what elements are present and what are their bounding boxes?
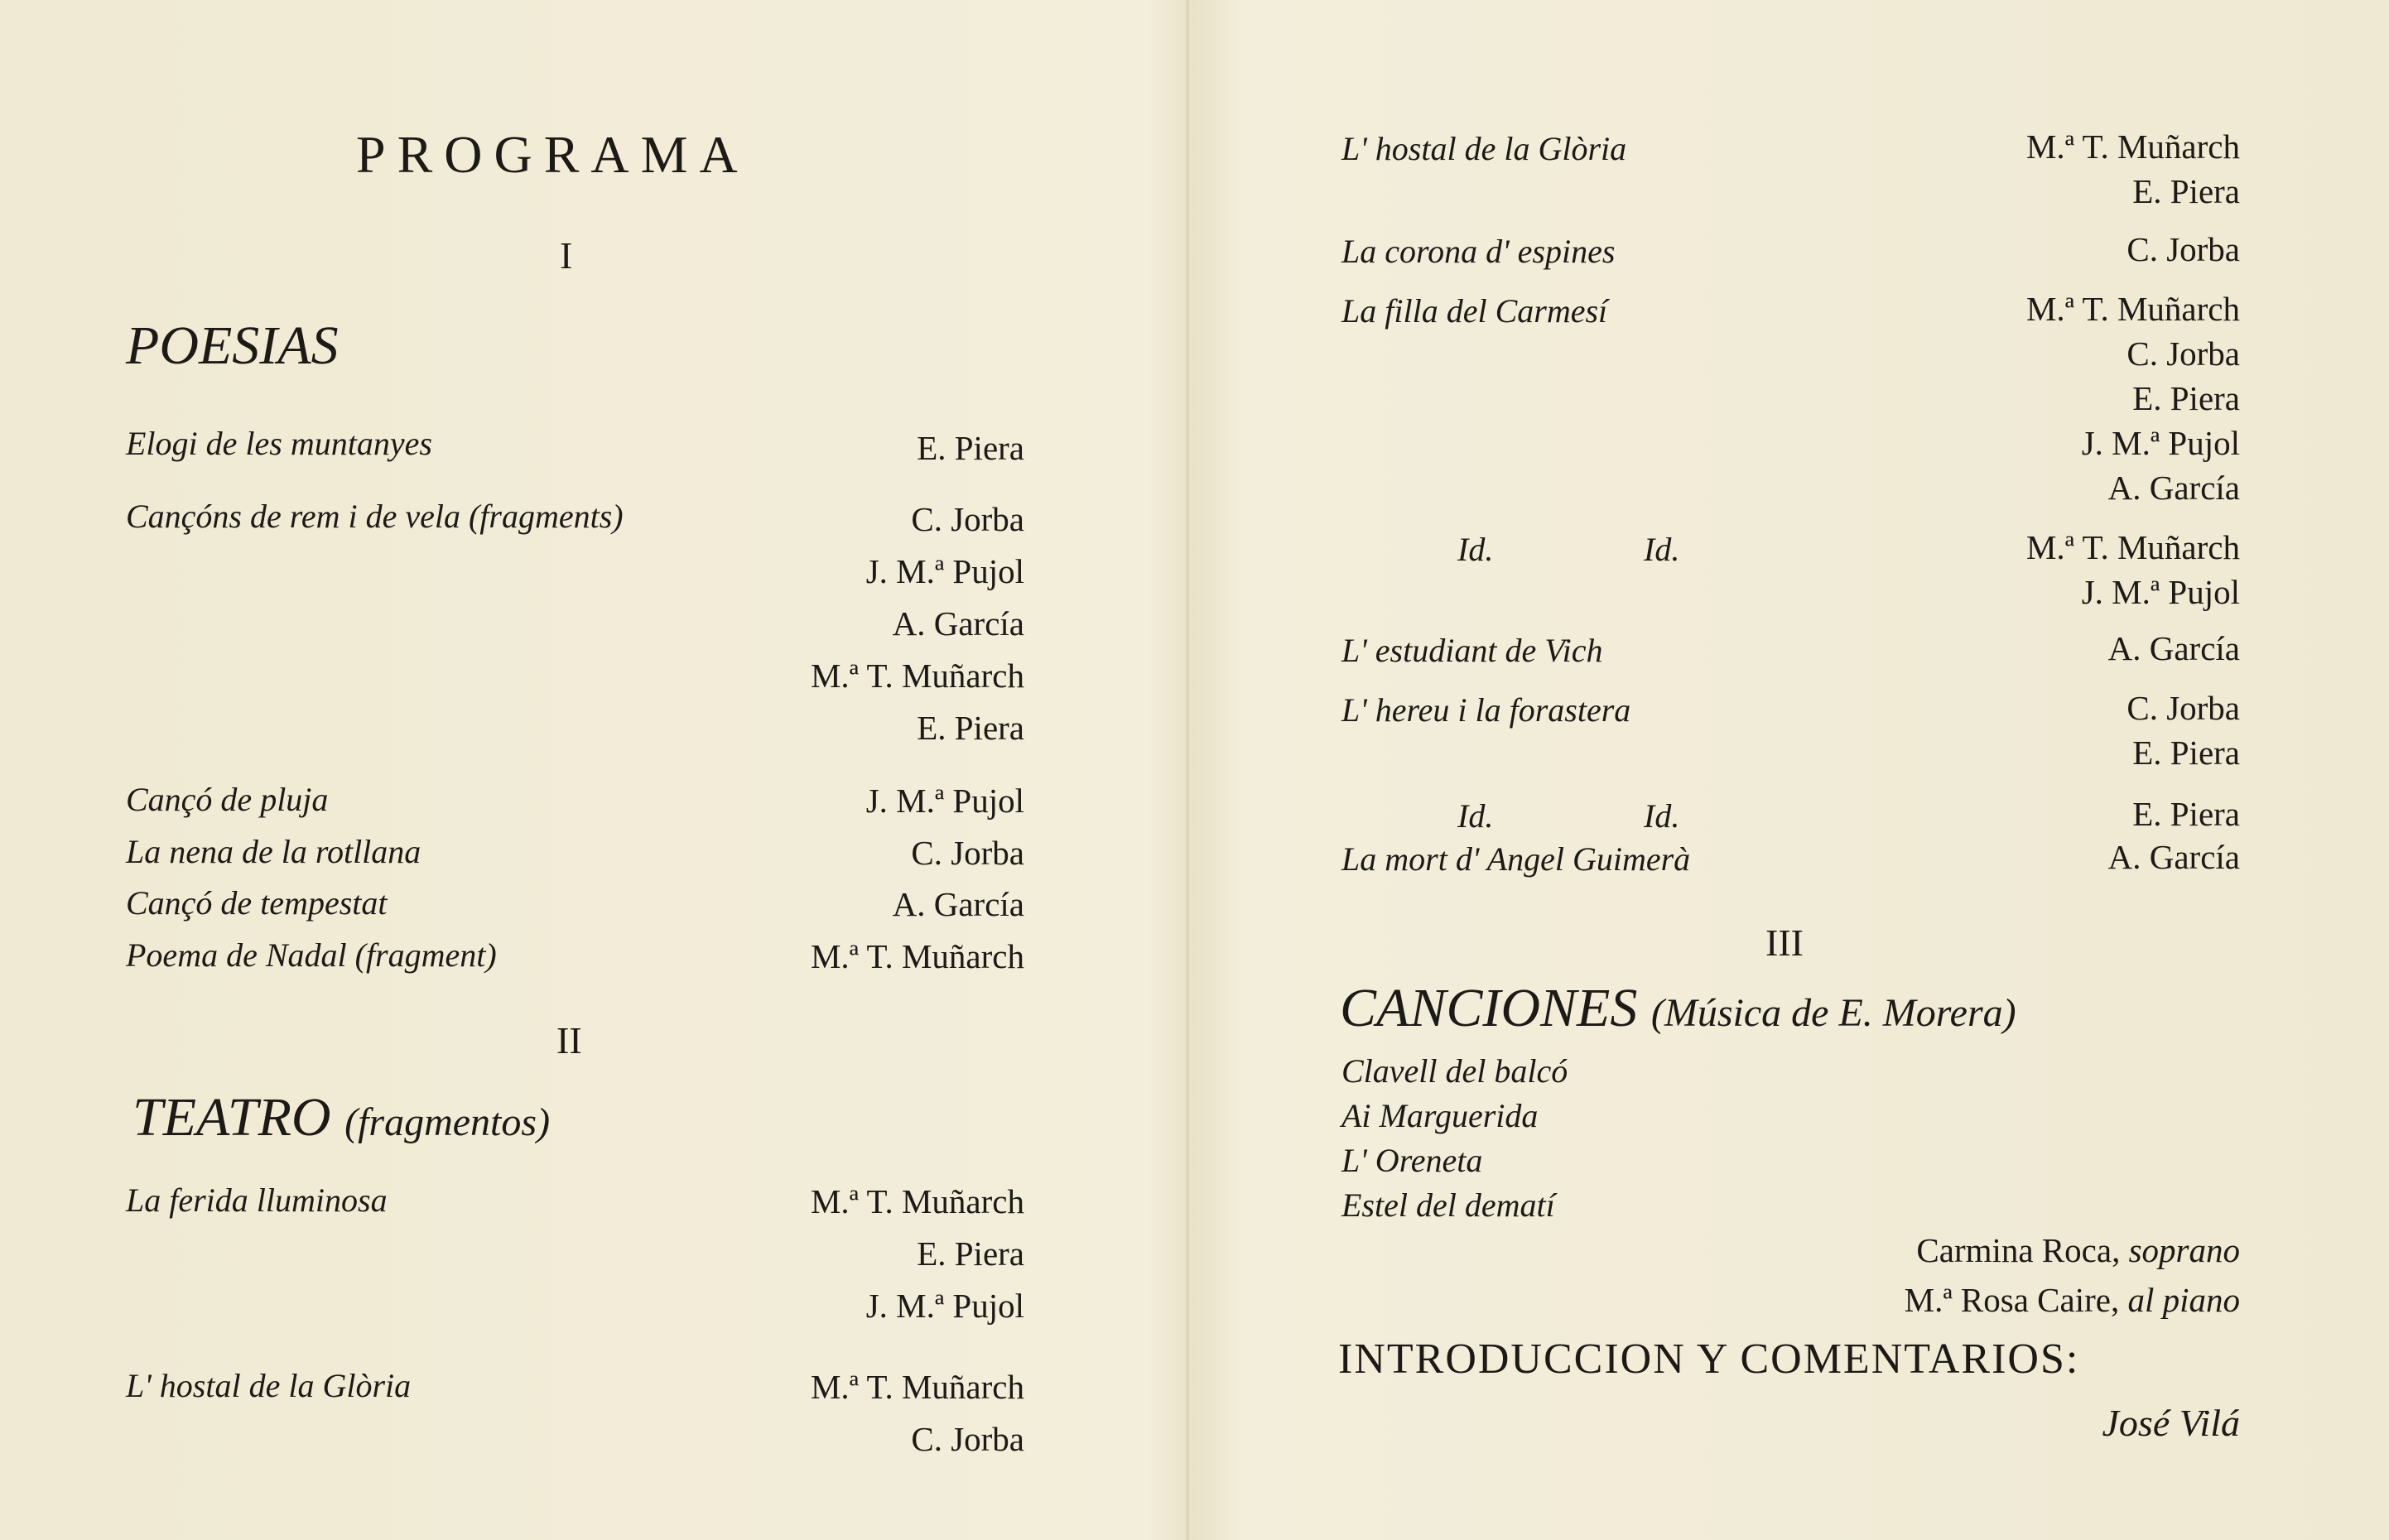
intro-heading: INTRODUCCION Y COMENTARIOS:: [1338, 1335, 2080, 1383]
performer-list: [811, 1361, 1024, 1465]
performer: A. García: [892, 604, 1024, 642]
play-title: La filla del Carmesí: [1341, 292, 1608, 330]
performer-list: [911, 827, 1024, 879]
performer-list: [2108, 835, 2240, 879]
performer: C. Jorba: [2126, 689, 2240, 727]
performer: A. García: [892, 885, 1024, 923]
section-numeral-2: II: [556, 1019, 582, 1061]
heading-text: TEATRO: [132, 1087, 331, 1148]
section-heading-poesias: POESIAS: [126, 315, 339, 376]
performer: C. Jorba: [2126, 334, 2240, 373]
singer-role: soprano: [2128, 1231, 2240, 1269]
performer: J. M.ª Pujol: [865, 1287, 1024, 1325]
performer-list: [2026, 525, 2240, 614]
performer: E. Piera: [2132, 172, 2240, 210]
play-title: L' estudiant de Vich: [1341, 632, 1603, 669]
performer-list: [2026, 286, 2240, 510]
poem-title: La nena de la rotllana: [126, 833, 421, 870]
performer-list: [2126, 227, 2240, 272]
performer: M.ª T. Muñarch: [810, 937, 1024, 975]
performer: M.ª T. Muñarch: [2025, 128, 2240, 166]
play-title: La corona d' espines: [1341, 233, 1616, 270]
performer: E. Piera: [917, 1234, 1024, 1273]
play-title-ditto: Id.: [1457, 797, 1494, 835]
pianist-name: M.ª Rosa Caire,: [1904, 1281, 2120, 1319]
performer: M.ª T. Muñarch: [810, 657, 1024, 695]
section-numeral-3: III: [1765, 922, 1804, 964]
center-fold: [1186, 0, 1189, 1540]
play-title: La mort d' Angel Guimerà: [1341, 840, 1691, 878]
program-title: PROGRAMA: [356, 125, 749, 184]
performer: M.ª T. Muñarch: [810, 1368, 1024, 1406]
song-title: Clavell del balcó: [1341, 1052, 1568, 1090]
performer: J. M.ª Pujol: [865, 552, 1024, 590]
performer-list: [2132, 792, 2240, 836]
performer: J. M.ª Pujol: [865, 782, 1024, 820]
play-title-ditto: Id.: [1644, 531, 1680, 568]
performer: E. Piera: [917, 429, 1024, 467]
heading-subtitle: (fragmentos): [344, 1100, 551, 1144]
performer: A. García: [2107, 629, 2240, 667]
performer-list: [811, 493, 1024, 754]
singer-credit: [1916, 1230, 2240, 1270]
performer: C. Jorba: [911, 834, 1024, 872]
performer: M.ª T. Muñarch: [2025, 528, 2240, 566]
performer: A. García: [2107, 469, 2240, 507]
section-heading-teatro: [132, 1086, 550, 1149]
section-numeral-1: I: [560, 234, 573, 277]
play-title: L' hereu i la forastera: [1341, 691, 1631, 729]
heading-subtitle: (Música de E. Morera): [1650, 991, 2016, 1035]
play-title-ditto: Id.: [1457, 531, 1494, 568]
performer: E. Piera: [2132, 379, 2240, 417]
poem-title: Cançóns de rem i de vela (fragments): [126, 498, 624, 535]
pianist-credit: [1905, 1280, 2240, 1320]
commentator-name: José Vilá: [2102, 1402, 2240, 1444]
performer: J. M.ª Pujol: [2081, 424, 2240, 462]
pianist-role: al piano: [2127, 1281, 2240, 1319]
poem-title: Elogi de les muntanyes: [126, 425, 432, 462]
poem-title: Poema de Nadal (fragment): [126, 936, 497, 974]
song-title: Ai Marguerida: [1341, 1097, 1539, 1134]
section-heading-canciones: [1340, 977, 2016, 1040]
play-title: L' hostal de la Glòria: [126, 1367, 412, 1404]
song-title: Estel del dematí: [1341, 1186, 1555, 1224]
poem-title: Cançó de pluja: [126, 781, 329, 818]
performer: C. Jorba: [911, 1420, 1024, 1458]
performer-list: [811, 931, 1024, 983]
performer-list: [917, 422, 1024, 474]
play-title: L' hostal de la Glòria: [1341, 130, 1627, 167]
performer: E. Piera: [917, 709, 1024, 747]
performer-list: [893, 878, 1024, 931]
performer: E. Piera: [2132, 795, 2240, 833]
performer-list: [2126, 686, 2240, 775]
performer: E. Piera: [2132, 734, 2240, 772]
play-title: La ferida lluminosa: [126, 1181, 388, 1219]
performer-list: [866, 775, 1024, 827]
singer-name: Carmina Roca,: [1916, 1231, 2121, 1269]
performer: C. Jorba: [2126, 230, 2240, 268]
performer: M.ª T. Muñarch: [810, 1182, 1024, 1220]
play-title-ditto: Id.: [1644, 797, 1680, 835]
performer: J. M.ª Pujol: [2081, 573, 2240, 611]
performer: C. Jorba: [911, 500, 1024, 538]
performer-list: [2108, 626, 2240, 671]
performer: A. García: [2107, 838, 2240, 876]
song-title: L' Oreneta: [1341, 1142, 1483, 1179]
heading-text: CANCIONES: [1340, 978, 1638, 1038]
poem-title: Cançó de tempestat: [126, 884, 388, 922]
performer: M.ª T. Muñarch: [2025, 290, 2240, 328]
performer-list: [2026, 124, 2240, 214]
performer-list: [811, 1176, 1024, 1332]
